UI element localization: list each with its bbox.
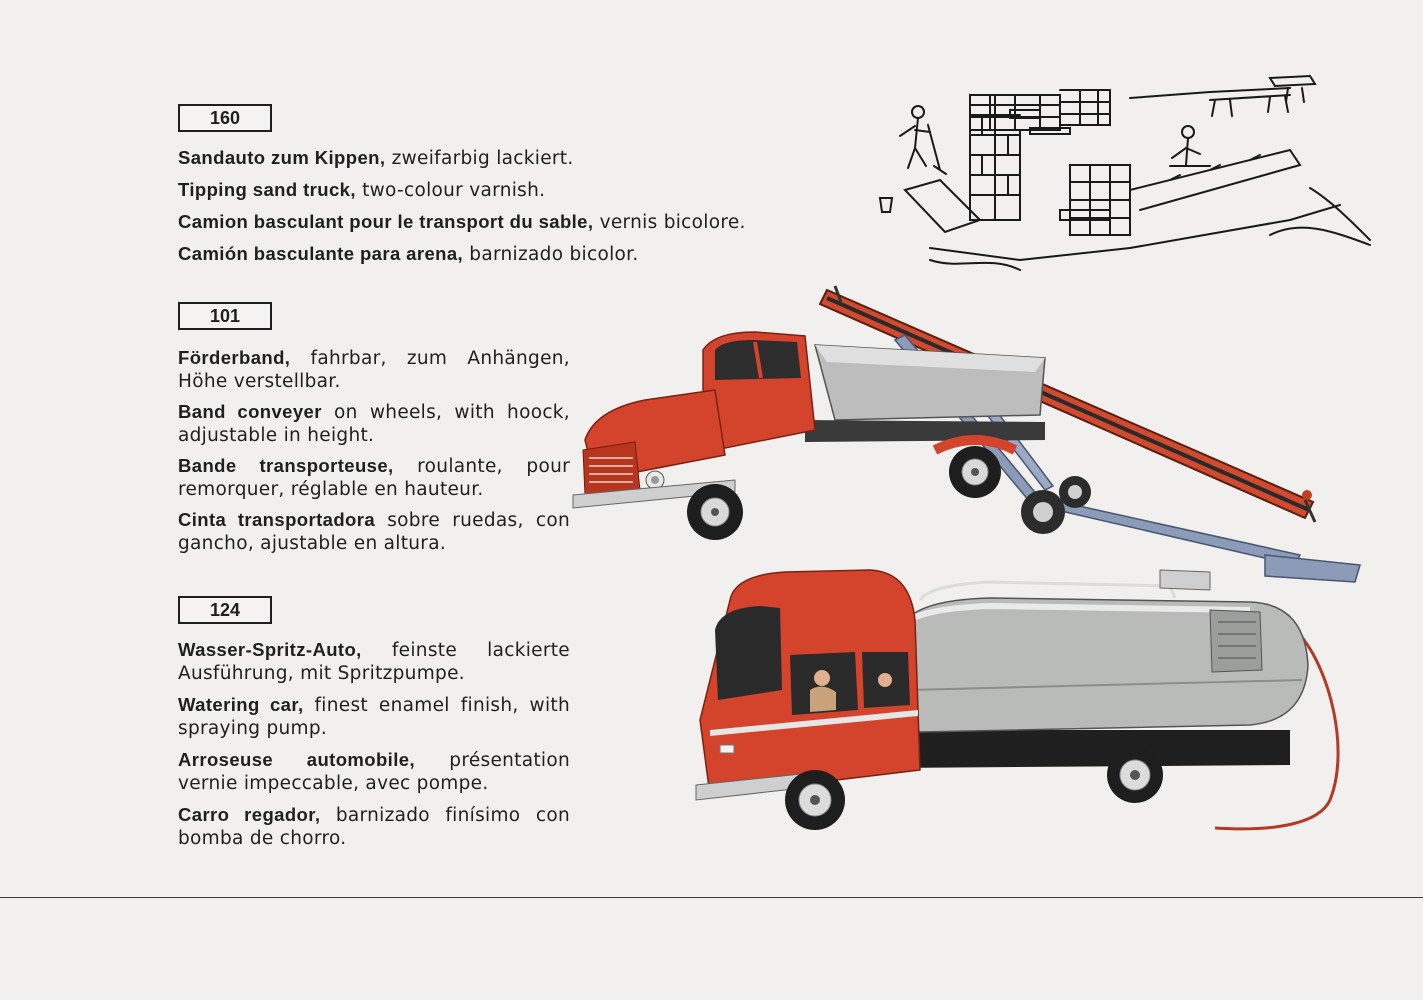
description-german: Wasser-Spritz-Auto, feinste lackierte Ausführung, mit Spritzpumpe. [178, 639, 570, 684]
description-french: Camion basculant pour le transport du sable, vernis bicolore. [178, 211, 746, 233]
description-spanish: Cinta transportadora sobre ruedas, con gancho, ajustable en altura. [178, 509, 570, 554]
product-code-box: 160 [178, 104, 272, 132]
description-spanish: Camión basculante para arena, barnizado bicolor. [178, 243, 639, 265]
conveyor-truck-illustration [565, 280, 1375, 590]
description-german: Förderband, fahrbar, zum Anhängen, Höhe verstellbar. [178, 347, 570, 392]
truck-cab [696, 570, 920, 800]
product-code-box: 101 [178, 302, 272, 330]
description-french: Arroseuse automobile, présentation vernie impeccable, avec pompe. [178, 749, 570, 794]
product-124 [178, 596, 570, 858]
product-101 [178, 302, 570, 562]
watering-truck-illustration [690, 560, 1370, 845]
construction-sketch-illustration [870, 70, 1390, 295]
description-spanish: Carro regador, barnizado finísimo con bomba de chorro. [178, 804, 570, 849]
product-code-box: 124 [178, 596, 272, 624]
description-english: Watering car, finest enamel finish, with spraying pump. [178, 694, 570, 739]
description-german: Sandauto zum Kippen, zweifarbig lackiert. [178, 147, 574, 169]
product-160 [178, 104, 838, 274]
description-english: Band conveyer on wheels, with hoock, adjustable in height. [178, 401, 570, 446]
water-tank [900, 570, 1308, 732]
description-french: Bande transporteuse, roulante, pour remorquer, réglable en hauteur. [178, 455, 571, 500]
description-english: Tipping sand truck, two-colour varnish. [178, 179, 546, 201]
bottom-divider [0, 897, 1423, 898]
tipping-truck [573, 332, 1045, 540]
